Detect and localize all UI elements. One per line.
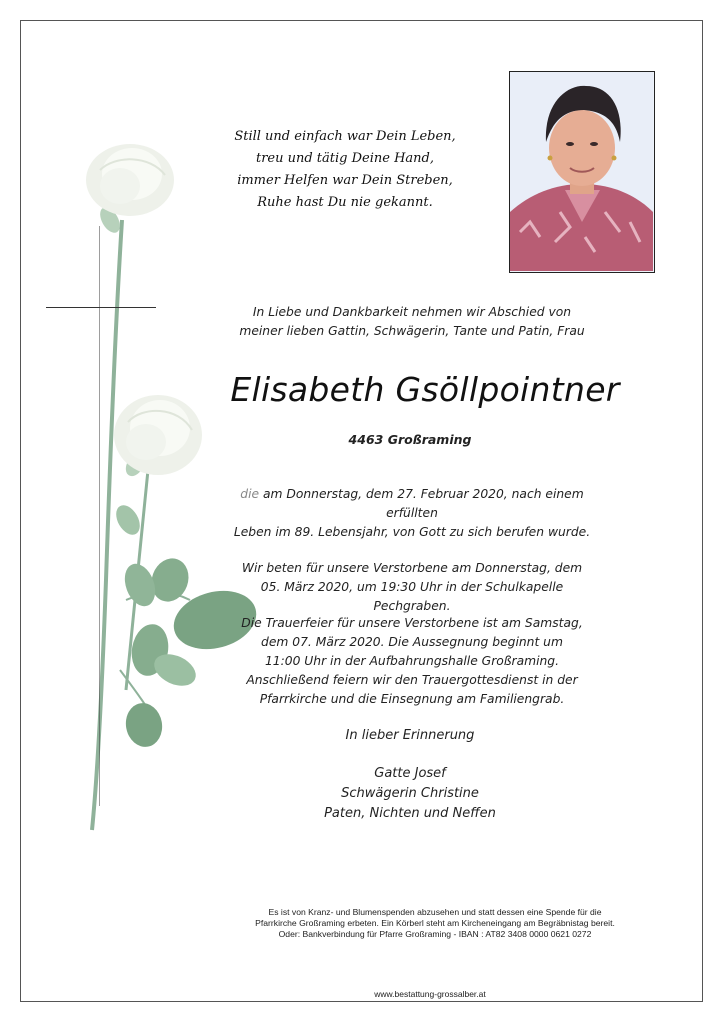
mourners-list (280, 764, 540, 824)
cross-horizontal-line (46, 307, 156, 308)
poem-line: treu und tätig Deine Hand, (255, 151, 435, 166)
note-line: Oder: Bankverbindung für Pfarre Großraming - IBAN : AT82 3408 0000 0621 0272 (278, 929, 592, 939)
funeral-line: 11:00 Uhr in der Aufbahrungshalle Großraming. (264, 654, 560, 668)
prayer-info (224, 559, 600, 616)
death-statement (224, 485, 600, 542)
death-line: Leben im 89. Lebensjahr, von Gott zu sich berufen wurde. (233, 525, 591, 539)
death-line (224, 485, 600, 523)
funeral-info (224, 614, 600, 709)
funeral-line: Pfarrkirche und die Einsegnung am Familiengrab. (259, 692, 565, 706)
in-memory-heading: In lieber Erinnerung (345, 728, 475, 743)
poem-line: Still und einfach war Dein Leben, (234, 129, 456, 144)
funeral-line: Anschließend feiern wir den Trauergottesdienst in der (246, 673, 578, 687)
poem-line: immer Helfen war Dein Streben, (237, 173, 453, 188)
funeral-line: dem 07. März 2020. Die Aussegnung beginnt um (261, 635, 563, 649)
farewell-intro (224, 303, 600, 341)
mourner: Schwägerin Christine (341, 786, 479, 801)
note-line: Es ist von Kranz- und Blumenspenden abzusehen und statt dessen eine Spende für die (268, 907, 602, 917)
website-link[interactable]: www.bestattung-grossalber.at (374, 989, 486, 999)
intro-line: In Liebe und Dankbarkeit nehmen wir Abschied von (252, 305, 572, 319)
prayer-line: Wir beten für unsere Verstorbene am Donnerstag, dem (241, 561, 583, 575)
mourner: Gatte Josef (374, 766, 446, 781)
portrait-image (510, 72, 653, 271)
deceased-place: 4463 Großraming (348, 432, 472, 447)
note-line: Pfarrkirche Großraming erbeten. Ein Körberl steht am Kircheneingang am Begräbnistag bereit. (255, 918, 615, 928)
deceased-name: Elisabeth Gsöllpointner (230, 370, 620, 409)
poem-line: Ruhe hast Du nie gekannt. (257, 195, 433, 210)
mourner: Paten, Nichten und Neffen (324, 806, 496, 821)
death-line-rest: am Donnerstag, dem 27. Februar 2020, nach einem erfüllten (259, 487, 584, 520)
funeral-line: Die Trauerfeier für unsere Verstorbene ist am Samstag, (241, 616, 583, 630)
memorial-poem (230, 126, 460, 214)
portrait-photo (509, 71, 655, 273)
cross-vertical-line (99, 226, 100, 806)
prayer-line: 05. März 2020, um 19:30 Uhr in der Schulkapelle Pechgraben. (260, 580, 564, 613)
intro-line: meiner lieben Gattin, Schwägerin, Tante und Patin, Frau (239, 324, 585, 338)
death-prefix: die (240, 487, 260, 501)
donation-note (200, 907, 670, 940)
